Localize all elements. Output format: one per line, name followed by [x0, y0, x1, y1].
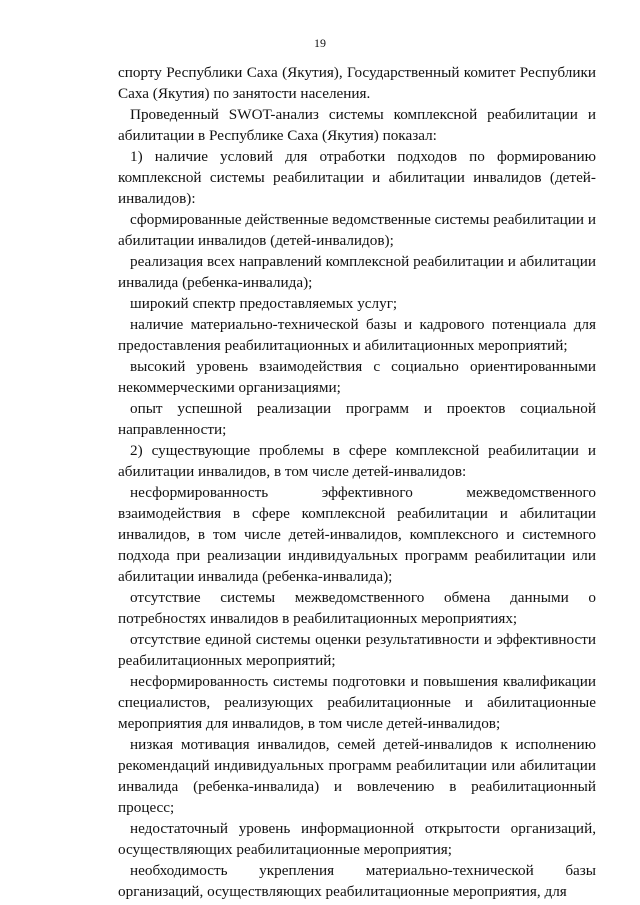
paragraph: широкий спектр предоставляемых услуг;: [130, 295, 398, 312]
paragraph: несформированность эффективного межведомственного взаимодействия в сфере комплексной реабилитации и абилитации инвалидов, в том числе детей-инвалидов, комплексного и системного подхода при реализации индивидуальных программ реабилитации или абилитации инвалида (ребенка-инвалида);: [118, 484, 596, 585]
paragraph: Проведенный SWOT-анализ системы комплексной реабилитации и абилитации в Республике Саха (Якутия) показал:: [118, 106, 596, 144]
document-body: [118, 62, 596, 902]
paragraph: реализация всех направлений комплексной реабилитации и абилитации инвалида (ребенка-инвалида);: [118, 253, 596, 291]
paragraph: сформированные действенные ведомственные системы реабилитации и абилитации инвалидов (детей-инвалидов);: [118, 211, 596, 249]
paragraph: 2) существующие проблемы в сфере комплексной реабилитации и абилитации инвалидов, в том числе детей-инвалидов:: [118, 442, 596, 480]
paragraph: низкая мотивация инвалидов, семей детей-инвалидов к исполнению рекомендаций индивидуальных программ реабилитации или абилитации инвалида (ребенка-инвалида) и вовлечению в реабилитационный процесс;: [118, 736, 596, 816]
paragraph: спорту Республики Саха (Якутия), Государственный комитет Республики Саха (Якутия) по занятости населения.: [118, 64, 596, 102]
paragraph: опыт успешной реализации программ и проектов социальной направленности;: [118, 400, 596, 438]
paragraph: отсутствие единой системы оценки результативности и эффективности реабилитационных мероприятий;: [118, 631, 596, 669]
paragraph: несформированность системы подготовки и повышения квалификации специалистов, реализующих реабилитационные и абилитационные мероприятия для инвалидов, в том числе детей-инвалидов;: [118, 673, 596, 732]
page-number: 19: [314, 36, 326, 50]
paragraph: отсутствие системы межведомственного обмена данными о потребностях инвалидов в реабилитационных мероприятиях;: [118, 589, 596, 627]
paragraph: 1) наличие условий для отработки подходов по формированию комплексной системы реабилитации и абилитации инвалидов (детей-инвалидов):: [118, 148, 596, 207]
paragraph: необходимость укрепления материально-технической базы организаций, осуществляющих реабилитационные мероприятия, для: [118, 862, 596, 900]
paragraph: недостаточный уровень информационной открытости организаций, осуществляющих реабилитационные мероприятия;: [118, 820, 596, 858]
paragraph: высокий уровень взаимодействия с социально ориентированными некоммерческими организациями;: [118, 358, 596, 396]
paragraph: наличие материально-технической базы и кадрового потенциала для предоставления реабилитационных и абилитационных мероприятий;: [118, 316, 596, 354]
